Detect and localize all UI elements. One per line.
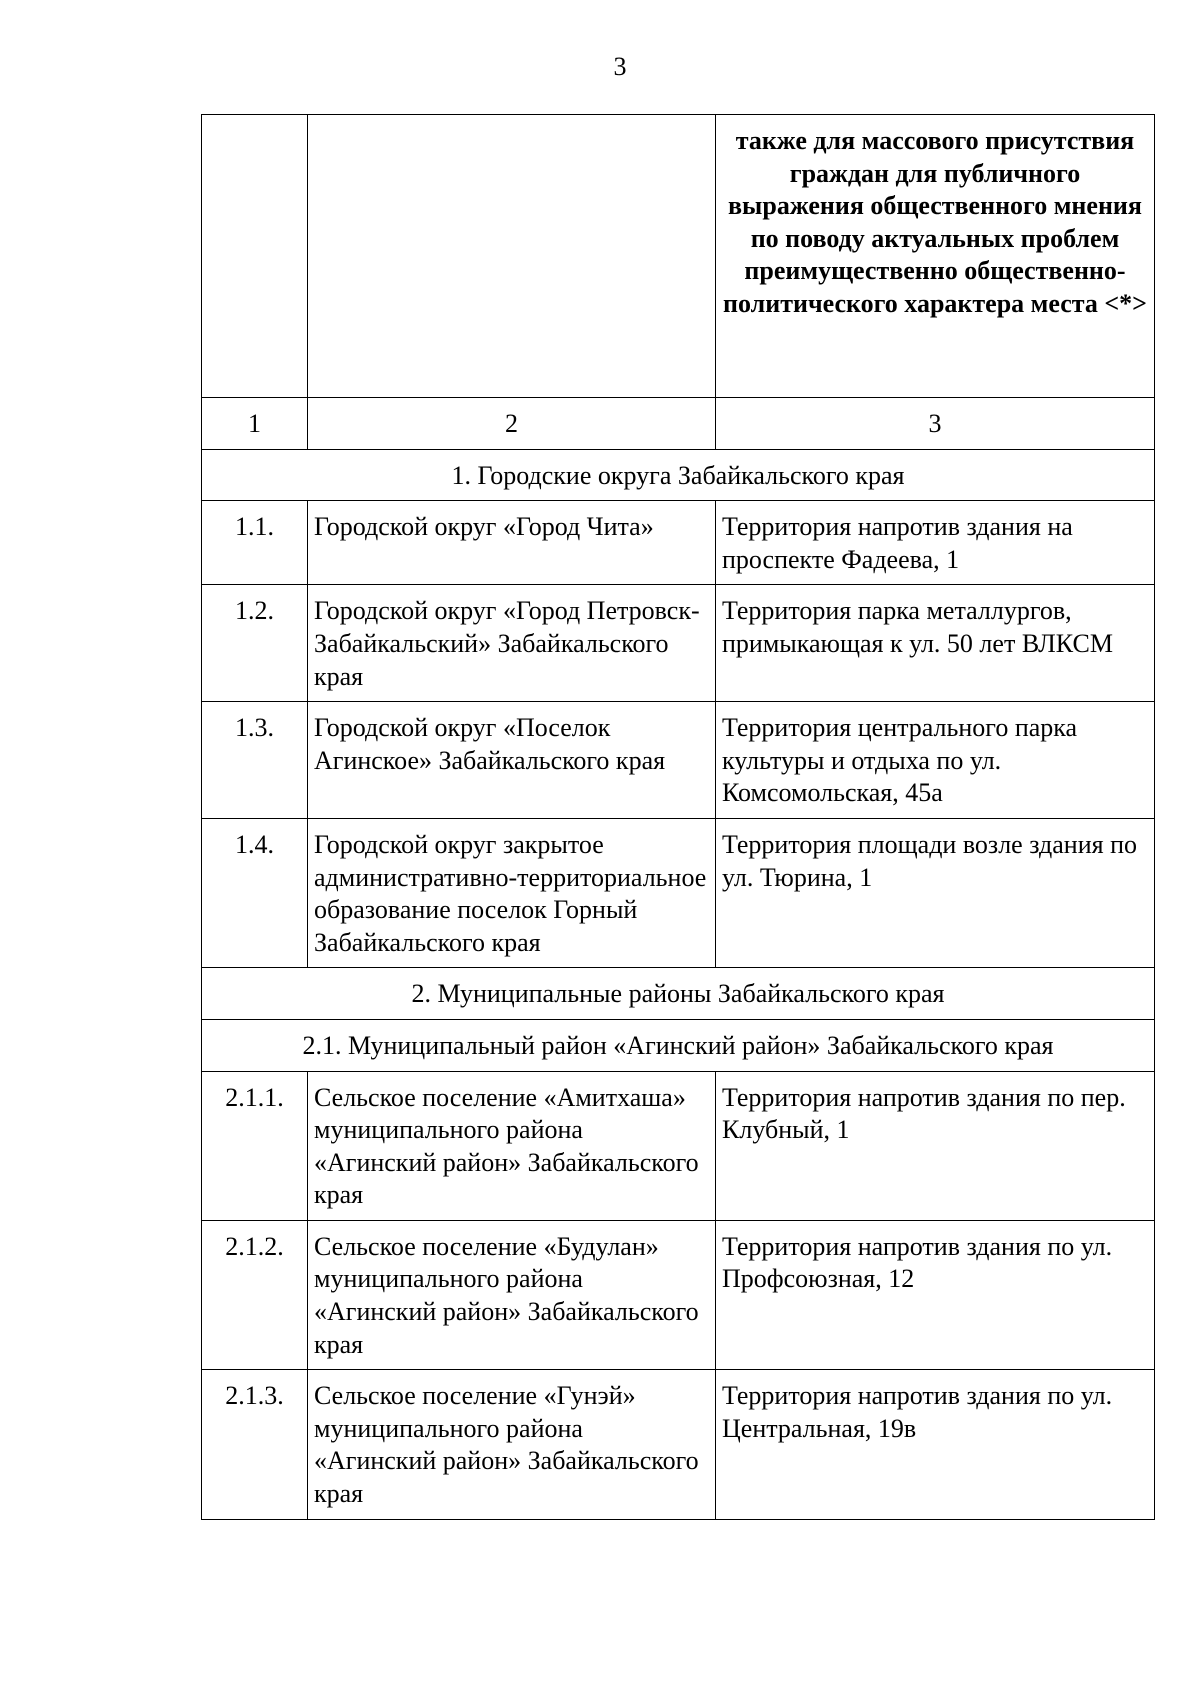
place-description: Территория напротив здания по ул. Центральная, 19в xyxy=(716,1370,1155,1519)
table-row xyxy=(202,501,1155,585)
row-number: 1.2. xyxy=(202,585,308,702)
municipality-name: Сельское поселение «Амитхаша» муниципального района «Агинский район» Забайкальского края xyxy=(308,1071,716,1220)
table-row xyxy=(202,818,1155,967)
table-header-row xyxy=(202,115,1155,398)
row-number: 1.3. xyxy=(202,702,308,819)
header-cell-places: также для массового присутствия граждан для публичного выражения общественного мнения по поводу актуальных проблем преимущественно общественно-политического характера места <*> xyxy=(716,115,1155,398)
table-row xyxy=(202,1071,1155,1220)
section-title: 2. Муниципальные районы Забайкальского края xyxy=(202,968,1155,1020)
municipality-name: Городской округ «Город Чита» xyxy=(308,501,716,585)
section-row-2 xyxy=(202,968,1155,1020)
municipality-name: Городской округ «Поселок Агинское» Забайкальского края xyxy=(308,702,716,819)
row-number: 1.4. xyxy=(202,818,308,967)
row-number: 2.1.2. xyxy=(202,1220,308,1369)
place-description: Территория напротив здания на проспекте Фадеева, 1 xyxy=(716,501,1155,585)
table-row xyxy=(202,1370,1155,1519)
section-row-1 xyxy=(202,449,1155,501)
place-description: Территория парка металлургов, примыкающая к ул. 50 лет ВЛКСМ xyxy=(716,585,1155,702)
row-number: 2.1.1. xyxy=(202,1071,308,1220)
column-number-row xyxy=(202,398,1155,450)
column-number-1: 1 xyxy=(202,398,308,450)
section-title: 1. Городские округа Забайкальского края xyxy=(202,449,1155,501)
places-table xyxy=(201,114,1155,1520)
row-number: 1.1. xyxy=(202,501,308,585)
page-number: 3 xyxy=(613,52,627,81)
place-description: Территория напротив здания по пер. Клубный, 1 xyxy=(716,1071,1155,1220)
place-description: Территория напротив здания по ул. Профсоюзная, 12 xyxy=(716,1220,1155,1369)
municipality-name: Сельское поселение «Гунэй» муниципального района «Агинский район» Забайкальского края xyxy=(308,1370,716,1519)
table-row xyxy=(202,702,1155,819)
municipality-name: Городской округ закрытое административно-территориальное образование поселок Горный Забайкальского края xyxy=(308,818,716,967)
subsection-row-2-1 xyxy=(202,1019,1155,1071)
column-number-3: 3 xyxy=(716,398,1155,450)
table-row xyxy=(202,1220,1155,1369)
table-row xyxy=(202,585,1155,702)
place-description: Территория центрального парка культуры и отдыха по ул. Комсомольская, 45а xyxy=(716,702,1155,819)
municipality-name: Городской округ «Город Петровск-Забайкальский» Забайкальского края xyxy=(308,585,716,702)
row-number: 2.1.3. xyxy=(202,1370,308,1519)
column-number-2: 2 xyxy=(308,398,716,450)
subsection-title: 2.1. Муниципальный район «Агинский район» Забайкальского края xyxy=(202,1019,1155,1071)
header-cell-empty-2 xyxy=(308,115,716,398)
municipality-name: Сельское поселение «Будулан» муниципального района «Агинский район» Забайкальского края xyxy=(308,1220,716,1369)
header-cell-empty-1 xyxy=(202,115,308,398)
place-description: Территория площади возле здания по ул. Тюрина, 1 xyxy=(716,818,1155,967)
